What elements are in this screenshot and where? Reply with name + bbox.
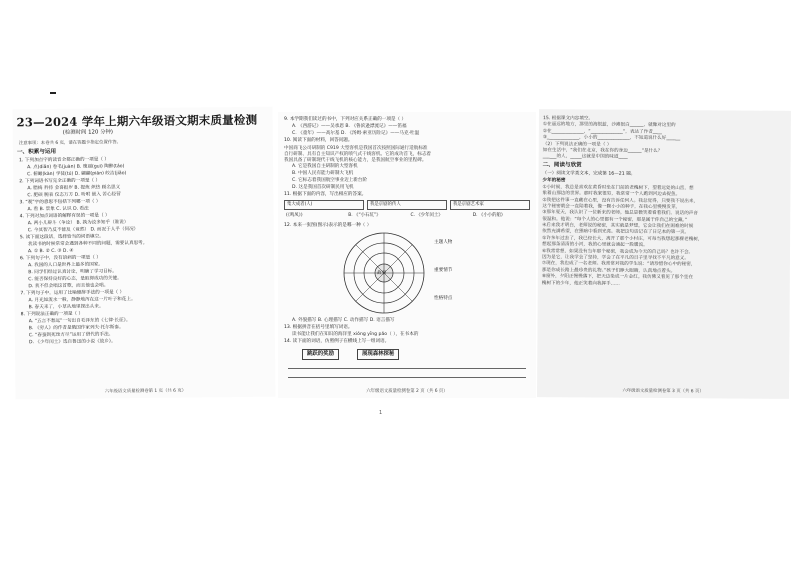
text-line: （2）下列说法正确的一项是（ ）	[542, 141, 612, 148]
answer-line	[288, 364, 526, 369]
question-block	[13, 155, 273, 179]
story-line: ⑦现在，我也成了一名老师。我常常对我的学生说：“请珍惜你心中的秘密，	[541, 261, 696, 268]
question-option: C. “春蚕到死丝方尽”运用了借代的手法。	[28, 332, 114, 339]
question-option: A. “五言不愁远”一句出自毛泽东的《七律·长征》。	[28, 318, 131, 325]
question-option: A. 它是我国自主研制的大型客机	[292, 164, 358, 169]
question: 10. 阅读下面的材料，回答问题。	[284, 138, 353, 143]
answer-box: 集大成者(人)	[284, 200, 364, 210]
text-line: ②在______________，“______________”，表达了作者____	[542, 128, 663, 135]
page-footer: 六年级语文质量检测卷第 1 页（共 6 页）	[104, 388, 187, 395]
answer-options	[284, 212, 530, 220]
example-box: 展现森林探秘	[357, 349, 399, 360]
answer-option: (《鸣凤》)	[286, 213, 303, 218]
story-line: 象着山那边的世界。那时我家很穷，我常常一个人跑到河边去捉鱼。	[542, 191, 681, 198]
story-line: ④后来我才明白，老师说的秘密，其实就是梦想。它会让我们在困难的时候	[542, 223, 694, 230]
reading-material	[284, 145, 532, 163]
question-block	[14, 253, 274, 291]
exam-page-1	[12, 107, 275, 400]
story-line: 槐树下的少年，他正笑着向我挥手……	[541, 280, 620, 287]
story-line: 这个秘密就会一直陪着我，像一颗小小的种子，在我心里慢慢发芽。	[542, 204, 681, 211]
question: 3. “观”字的意思不包括下列哪一项（ ）	[19, 199, 101, 206]
question-option: D. 这是我国首次研制民用飞机	[292, 185, 354, 190]
question-text: 读书能让我们在知识的海洋里 xióng yīng pǎo（ ），在书本的	[292, 332, 419, 337]
question-option: A. 我国的人口是世界上最多的国家。	[28, 262, 104, 269]
question: 13. 根据拼音在括号里填写词语。	[284, 325, 353, 330]
text-line: 15. 根据课文内容填空。	[542, 116, 594, 122]
material-line: 我国具备了研制现代干线飞机的核心能力，是我国航空事业的里程碑。	[284, 158, 427, 163]
material-line: 自行研制、具有自主知识产权的喷气式干线客机。它的成功首飞，标志着	[284, 152, 432, 157]
exam-time: (检测时间 120 分钟)	[62, 129, 114, 136]
question: 12. 本来一张图(图示)表示的是哪一种（ ）	[284, 223, 372, 228]
page-footer: 六年级语文质量检测卷第 3 页（共 6 页）	[622, 388, 704, 395]
answer-box: 我是京剧艺术家	[450, 200, 530, 210]
question-option: B. 同学们经过认真讨论，明确了学习目标。	[28, 269, 117, 276]
question-option: A. 看 B. 景象 C. 认识 D. 看法	[27, 206, 89, 213]
story-line: 想起那条清清的小河，我的心里就会涌起一股暖流。	[542, 242, 648, 249]
answer-box: 我是京剧的传人	[367, 200, 447, 210]
question-block	[14, 288, 274, 312]
story-line: ⑧窗外，夕阳正慢慢落下，把天边染成一片金红。我仿佛又看见了那个坐在	[541, 274, 693, 281]
story-line: 很温和。他说：“每个人的心里都有一个秘密，那是属于你自己的宝藏。”	[542, 216, 688, 223]
question-block	[15, 309, 275, 347]
answer-option: D. 《小小的船》	[472, 213, 506, 218]
question-block	[13, 176, 273, 200]
question-option: A. 外貌描写 B. 心理描写 C. 动作描写 D. 语言描写	[292, 318, 395, 323]
wheel-center-label: 故事	[377, 271, 387, 276]
example-box: 跳跃的奖励	[302, 349, 339, 360]
story-line: ①小时候，我总是喜欢在黄昏时坐在门前的老槐树下，望着远处的山峦，想	[542, 184, 694, 191]
story-line: 依然充满希望，在黑暗中看到光亮。我把这句话记在了日记本的第一页。	[542, 229, 690, 236]
question-option: D. 《少年闰土》选自鲁迅的小说《故乡》。	[28, 339, 116, 346]
story-line: 因为是它，让我学会了坚持，学会了在平凡的日子里寻找不平凡的意义。	[541, 255, 690, 262]
story-line: ②我把这件事一直藏在心里，没有告诉任何人。我总觉得，只要我不说出来，	[542, 197, 699, 204]
text-line: ①在遥远的地方，那里的海很蓝，沙滩很白______，就像对这里的	[542, 122, 676, 129]
question-option: C. 《童年》——高尔基 D. 《汤姆·索亚历险记》——马克·吐温	[292, 131, 420, 136]
question: 5. 读下面这段话，选择恰当的词语填空。	[19, 234, 104, 241]
question-option: C. 它标志着我国航空事业迈上新台阶	[292, 178, 368, 183]
question-option: C. 俯瞰(kàn) 学徒(tú) D. 翩翩(piān) 皎洁(jiǎo)	[27, 171, 127, 178]
story-line: 那是你成长路上最珍贵的礼物。”孩子们睁大眼睛，认真地点着头。	[541, 267, 676, 274]
question-option: A. 《西游记》——吴承恩 B. 《鲁滨逊漂流记》——笛福	[292, 124, 407, 129]
exam-note: 注意事项：本卷共 6 页，请在答题卡指定位置作答。	[18, 140, 122, 147]
answer-line	[288, 373, 526, 378]
story-title: 少年的秘密	[542, 177, 566, 184]
text-line: 如在生活中，“我们在北京，我在你的身边______”是什么？	[542, 148, 663, 154]
story-line: ③那年夏天，我认识了一位新来的老师。他总是微笑着看着我们，说话的声音	[542, 210, 699, 217]
answer-option: C. 《少年闰土》	[410, 213, 443, 218]
question: 14. 读下面的词语，仿照例子在横线上写一组词语。	[284, 339, 390, 344]
question: 7. 下列句子中，运用了比喻修辞手法的一项是（ ）	[20, 290, 125, 297]
question-option: A. 腊梅 矜持 金喜报岁 B. 提炼 炽热 顾名思义	[27, 185, 121, 192]
material-line: 中国商飞公司研制的 C919 大型客机是我国首次按照国际通行适航标准	[284, 146, 428, 151]
exam-page-3	[537, 109, 791, 399]
section-heading: 二、阅读与欣赏	[542, 161, 582, 169]
wheel-label: 主题人物	[434, 240, 453, 245]
text-line: ______的人，_____这就是中国的味道____	[542, 154, 628, 161]
question-option: C. 能否保持良好的心态，是取得成功的关键。	[28, 276, 122, 283]
question-option: C. 肥硕 腕表 仪态万方 D. 吩咐 嵌入 苦心经营	[27, 192, 121, 199]
story-wheel-diagram	[284, 231, 530, 315]
question: 1. 下列加点字的读音全都正确的一项是（ ）	[19, 157, 110, 164]
answer-boxes	[284, 200, 530, 210]
question-option: D. 我不但会唱这首歌，而且他也会唱。	[28, 283, 109, 290]
page-number: 1	[379, 410, 383, 416]
question-block	[14, 232, 274, 256]
question-option: B. 春天来了，小草从地里探出头来。	[28, 304, 104, 311]
question-option: A. 月光如流水一般，静静地泻在这一片叶子和花上。	[28, 297, 136, 304]
fill-in-section	[539, 115, 791, 161]
page-footer: 六年级语文质量检测卷第 2 页（共 6 页）	[366, 389, 448, 394]
question-option: A. 两小儿辩斗（争论） B. 孰为汝多知乎（谁说）	[27, 220, 129, 227]
question-option: A. ① B. ② C. ③ D. ④	[27, 248, 74, 255]
question-option: B. 《穷人》的作者是俄国作家列夫·托尔斯泰。	[28, 325, 124, 332]
story-text	[538, 184, 791, 288]
answer-option: B. 《“小石坑”》	[348, 213, 381, 218]
section-heading: 一、积累与运用	[16, 148, 57, 156]
example-boxes	[302, 349, 536, 360]
question-option: B. 中国人民有能力研制大飞机	[292, 171, 354, 176]
scan-mark	[50, 92, 56, 94]
exam-page-2	[278, 112, 536, 398]
question-option: C. 今其智乃反不能及（竟然） D. 而况于人乎（何况）	[27, 227, 139, 234]
exam-title: 23—2024 学年上期六年级语文期末质量检测	[16, 112, 258, 130]
question: 8. 下列说法正确的一项是（ ）	[20, 311, 84, 318]
question: 9. 本学期我们读过的书中，下列对应关系正确的一项是（ ）	[284, 117, 407, 122]
question-block	[14, 211, 274, 235]
subsection-heading: （一）阅读文学类文本，完成第 16—21 题。	[542, 170, 636, 177]
question-option: 我读书的时候常常会遇到各种不同的问题，需要认真思考。	[27, 240, 148, 248]
question: 2. 下列词语书写完全正确的一项是（ ）	[19, 178, 101, 185]
question: 6. 下列句子中，没有语病的一项是（ ）	[20, 255, 101, 262]
text-line: ③______________，小小的______________，不知道说什么好______	[542, 135, 681, 142]
wheel-label: 性格特点	[434, 296, 453, 301]
question: 4. 下列对加点词语的解释有误的一项是（ ）	[19, 213, 110, 220]
question: 11. 根据下面的内容，写出相应的答案。	[284, 192, 367, 197]
story-line: ⑥我常常想，如果没有当年那个秘密，我会成为今天的自己吗？也许不会。	[541, 248, 694, 255]
question-option: A. 点(diǎn) 卷毛(juàn) B. 瑰丽(guī) 陶醉(táo)	[27, 164, 125, 171]
wheel-label: 重要情节	[434, 268, 453, 273]
story-line: ⑤许多年过去了，我已经长大，离开了那个小村庄。可每当我想起那棵老槐树，	[542, 236, 703, 243]
